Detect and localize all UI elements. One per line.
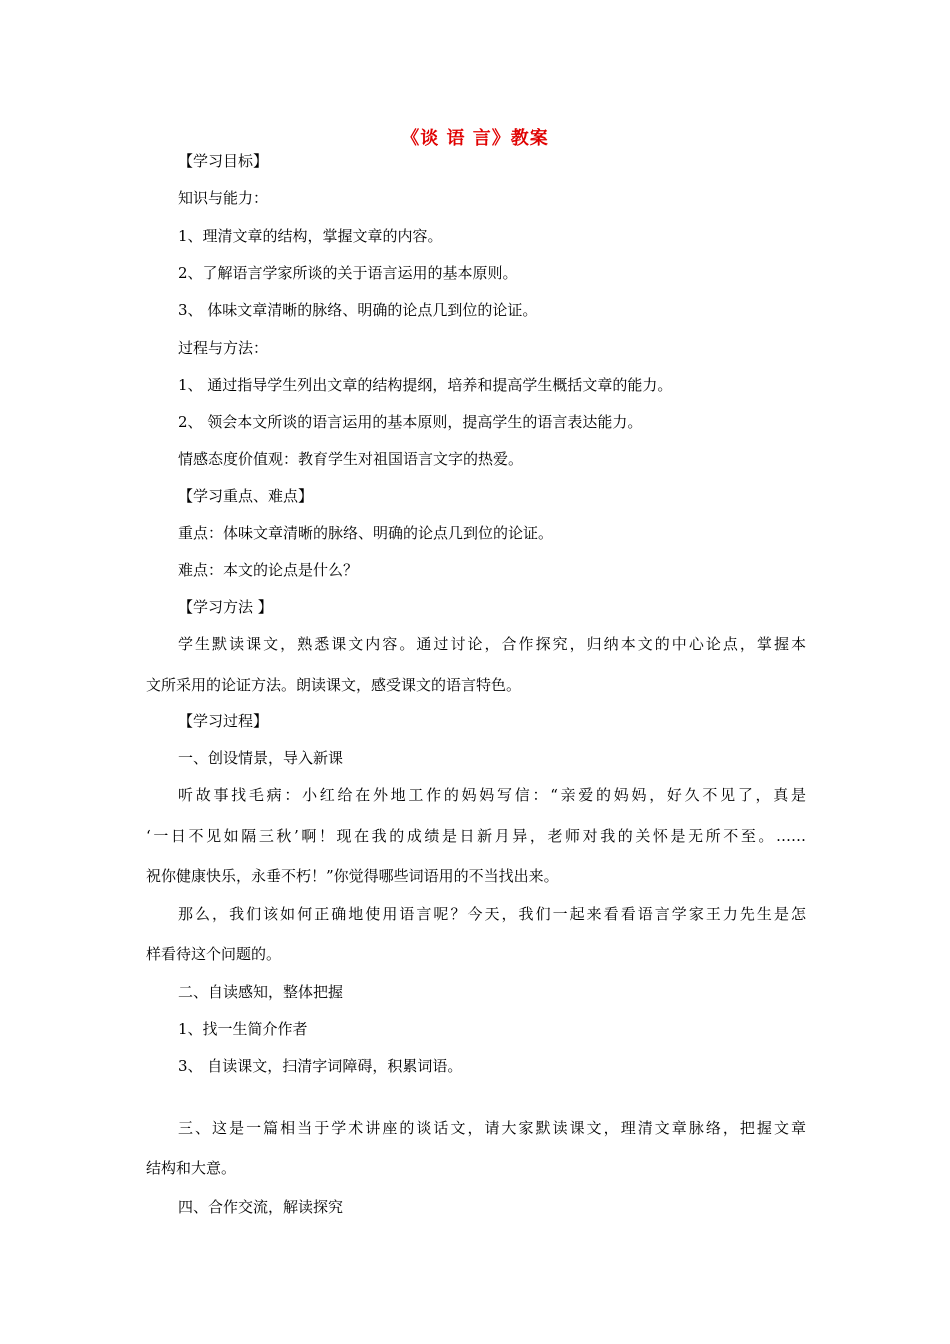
page-title: 《谈 语 言》教案 (401, 128, 549, 149)
section-heading-keypoints: 【学习重点、难点】 (178, 487, 314, 505)
paragraph-method-line1: 学生默读课文，熟悉课文内容。通过讨论，合作探究，归纳本文的中心论点，掌握本 (178, 635, 806, 653)
list-item: 3、 体味文章清晰的脉络、明确的论点几到位的论证。 (178, 301, 538, 319)
step-heading-1: 一、创设情景，导入新课 (178, 749, 344, 767)
story-line2: ‘一日不见如隔三秋’啊！现在我的成绩是日新月异，老师对我的关怀是无所不至。…… (146, 827, 806, 845)
paragraph-intro-line1: 那么，我们该如何正确地使用语言呢？今天，我们一起来看看语言学家王力先生是怎 (178, 905, 806, 923)
step-heading-4: 四、合作交流，解读探究 (178, 1198, 344, 1216)
section-heading-method: 【学习方法 】 (178, 598, 273, 616)
list-item: 2、了解语言学家所谈的关于语言运用的基本原则。 (178, 264, 518, 282)
story-line1: 听故事找毛病：小红给在外地工作的妈妈写信：“亲爱的妈妈，好久不见了，真是 (178, 786, 806, 804)
list-item: 1、理清文章的结构，掌握文章的内容。 (178, 227, 443, 245)
list-item: 3、 自读课文，扫清字词障碍，积累词语。 (178, 1057, 463, 1075)
step-3-line1: 三、这是一篇相当于学术讲座的谈话文，请大家默读课文，理清文章脉络，把握文章 (178, 1119, 806, 1137)
paragraph-intro-line2: 样看待这个问题的。 (146, 945, 282, 963)
step-3-line2: 结构和大意。 (146, 1159, 237, 1177)
step-heading-2: 二、自读感知，整体把握 (178, 983, 344, 1001)
section-heading-goals: 【学习目标】 (178, 152, 269, 170)
list-item: 2、 领会本文所谈的语言运用的基本原则，提高学生的语言表达能力。 (178, 413, 643, 431)
paragraph-difficulty: 难点：本文的论点是什么？ (178, 561, 359, 579)
section-heading-process: 【学习过程】 (178, 712, 269, 730)
paragraph-keypoint: 重点：体味文章清晰的脉络、明确的论点几到位的论证。 (178, 524, 554, 542)
paragraph-method-line2: 文所采用的论证方法。朗读课文，感受课文的语言特色。 (146, 676, 522, 694)
subheading-process: 过程与方法： (178, 339, 269, 357)
list-item: 1、找一生简介作者 (178, 1020, 308, 1038)
list-item: 1、 通过指导学生列出文章的结构提纲，培养和提高学生概括文章的能力。 (178, 376, 673, 394)
subheading-knowledge: 知识与能力： (178, 189, 269, 207)
paragraph-emotion: 情感态度价值观：教育学生对祖国语言文字的热爱。 (178, 450, 524, 468)
story-line3: 祝你健康快乐，永垂不朽！”你觉得哪些词语用的不当找出来。 (146, 867, 559, 885)
